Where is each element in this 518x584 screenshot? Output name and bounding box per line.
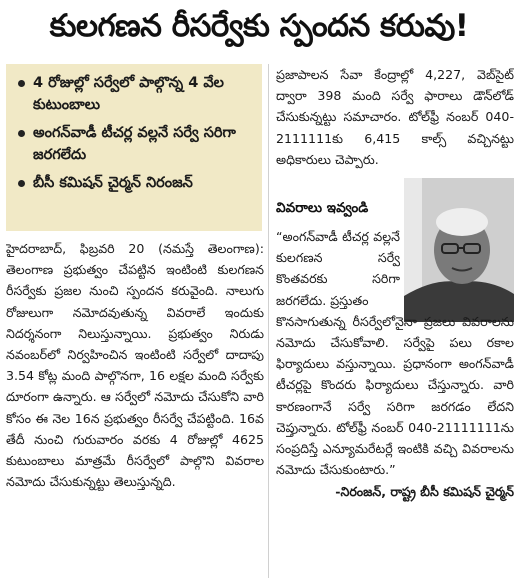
subheading: వివరాలు ఇవ్వండి [276, 200, 369, 216]
highlight-text: అంగన్‌వాడీ టీచర్ల వల్లనే సర్వే సరిగా జరగలేదు [33, 125, 236, 163]
highlight-item [16, 122, 254, 166]
highlight-text: 4 రోజుల్లో సర్వేలో పాల్గొన్న 4 వేల కుటుంబాలు [33, 75, 224, 113]
highlight-item [16, 172, 254, 194]
right-column-top [276, 64, 514, 194]
bullet-icon [18, 180, 25, 187]
quote-text: కొనసాగుతున్న రీసర్వేలోనైనా ప్రజలు వివరాలను నమోదు చేసుకోవాలి. సర్వేపై పలు రకాల ఫిర్యాదులు వస్తున్నాయి. ప్రధానంగా అంగన్‌వాడీ టీచర్లపై కొందరు ఫిర్యాదులు చేస్తున్నారు. వారి కారణంగానే సర్వే సరిగా జరగడం లేదని చెప్తున్నారు. టోల్‌ఫ్రీ నంబర్ 040-21111111ను సంప్రదిస్తే ఎన్యూమరేటర్లే ఇంటికి వచ్చి వివరాలను నమోదు చేసుకుంటారు.” [276, 313, 514, 478]
quote-text-narrow: “అంగన్‌వాడీ టీచర్ల వల్లనే కులగణన సర్వే కొంతవరకు సరిగా జరగలేదు. ప్రస్తుతం [276, 229, 400, 308]
right-column-lower [276, 226, 514, 584]
article-body-left: హైదరాబాద్, ఫిబ్రవరి 20 (నమస్తే తెలంగాణ): తెలంగాణ ప్రభుత్వం చేపట్టిన ఇంటింటి కులగణన రీసర్వేకు ప్రజల నుంచి స్పందన కరువైంది. నాలుగు రోజులుగా నమోదవుతున్న వివరాలే ఇందుకు నిదర్శనంగా నిలుస్తున్నాయి. ప్రభుత్వం నిరుడు నవంబర్‌లో నిర్వహించిన ఇంటింటి సర్వేలో దాదాపు 3.54 కోట్ల మంది పాల్గొనగా, 16 లక్షల మంది సర్వేకు దూరంగా ఉన్నారు. ఆ సర్వేలో నమోదు చేసుకోని వారి కోసం ఈ నెల 16న ప్రభుత్వం రీసర్వే చేపట్టింది. 16వ తేదీ నుంచి గురువారం వరకు 4 రోజుల్లో 4625 కుటుంబాలు మాత్రమే రీసర్వేలో పాల్గొని వివరాల నమోదు చేసుకున్నట్టు తెలుస్తున్నది. [6, 241, 264, 490]
column-divider [268, 64, 269, 578]
bullet-icon [18, 80, 25, 87]
highlight-text: బీసీ కమిషన్ చైర్మన్ నిరంజన్ [33, 175, 193, 191]
bullet-icon [18, 130, 25, 137]
article-body-right: ప్రజాపాలన సేవా కేంద్రాల్లో 4,227, వెబ్‌సైట్ ద్వారా 398 మంది సర్వే ఫారాలు డౌన్‌లోడ్ చేసుకున్నట్టు సమాచారం. టోల్‌ఫ్రీ నంబర్ 040-2111111కు 6,415 కాల్స్ వచ్చినట్టు అధికారులు చెప్పారు. [276, 67, 514, 167]
headline: కులగణన రీసర్వేకు స్పందన కరువు! [49, 7, 469, 44]
highlights-box [6, 64, 262, 231]
left-column [6, 238, 264, 578]
signature: -నిరంజన్, రాష్ట్ర బీసీ కమిషన్ చైర్మన్ [335, 484, 514, 500]
highlight-item [16, 72, 254, 116]
